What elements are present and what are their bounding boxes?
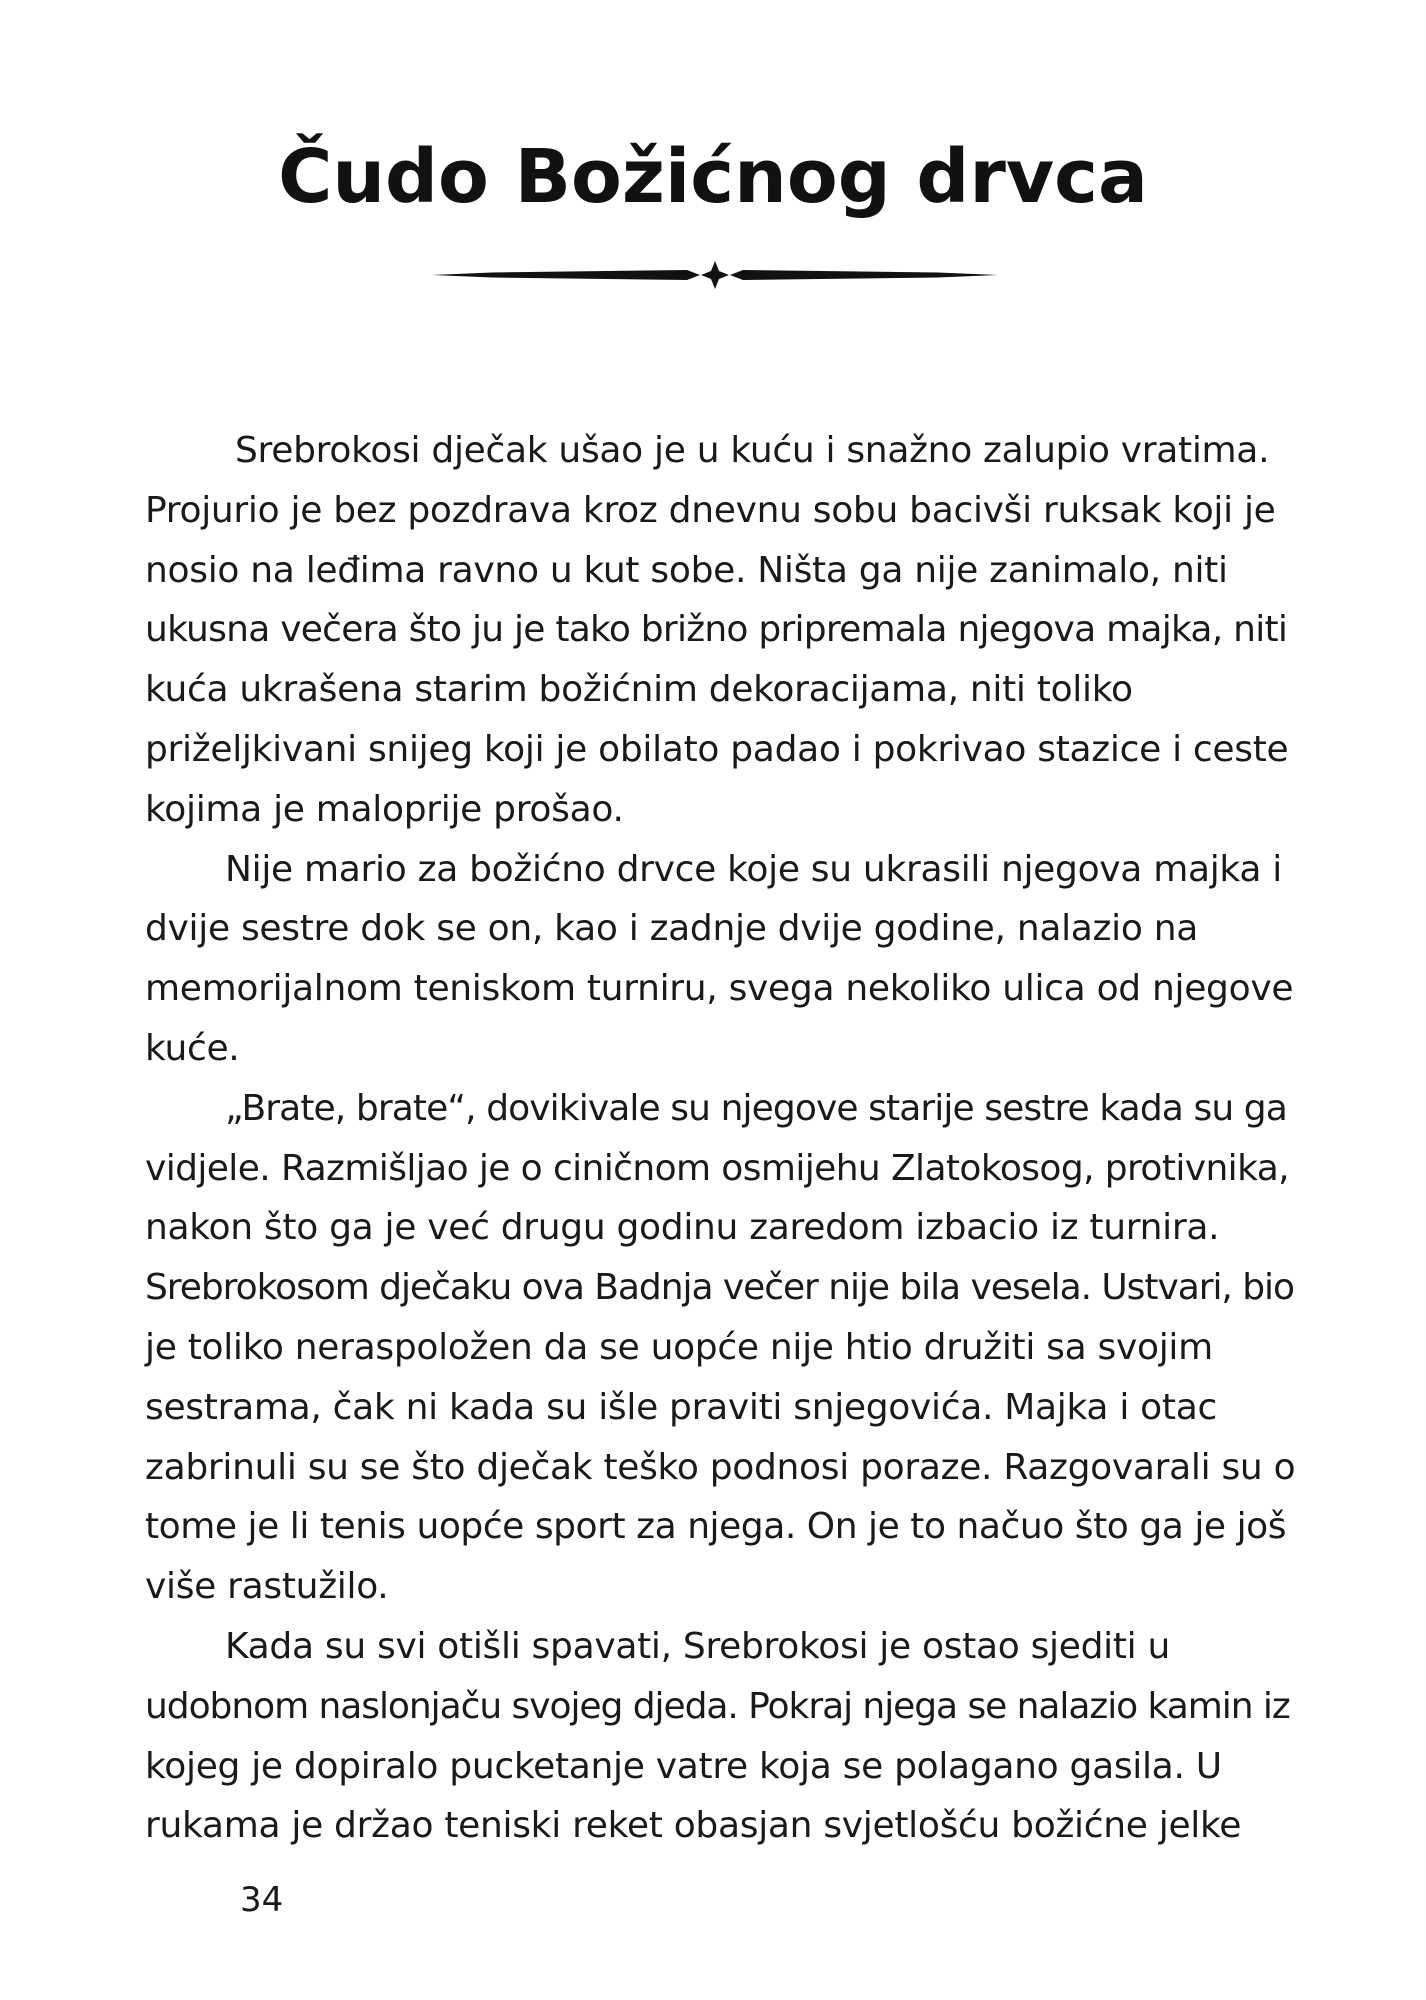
text-line: priželjkivani snijeg koji je obilato padao i pokrivao stazice i ceste (145, 728, 1289, 770)
text-line: Srebrokosom dječaku ova Badnja večer nije bila vesela. Ustvari, bio (145, 1267, 1294, 1309)
text-line: tome je li tenis uopće sport za njega. On je to načuo što ga je još (145, 1506, 1287, 1548)
text-line: kuće. (145, 1027, 240, 1069)
text-line: je toliko neraspoložen da se uopće nije htio družiti sa svojim (145, 1326, 1213, 1368)
diamond-divider-icon (432, 258, 998, 292)
paragraph-3 (145, 1079, 1295, 1617)
page-number: 34 (240, 1880, 284, 1920)
text-line: kojeg je dopiralo pucketanje vatre koja se polagano gasila. U (145, 1745, 1222, 1787)
text-line: sestrama, čak ni kada su išle praviti snjegovića. Majka i otac (145, 1386, 1217, 1428)
text-line: dvije sestre dok se on, kao i zadnje dvije godine, nalazio na (145, 908, 1198, 950)
paragraph-4 (145, 1617, 1295, 1856)
text-line: zabrinuli su se što dječak teško podnosi poraze. Razgovarali su o (145, 1446, 1296, 1488)
text-line: „Brate, brate“, dovikivale su njegove starije sestre kada su ga (225, 1087, 1287, 1129)
text-line: nakon što ga je već drugu godinu zaredom izbacio iz turnira. (145, 1207, 1220, 1249)
text-line: udobnom naslonjaču svojeg djeda. Pokraj njega se nalazio kamin iz (145, 1685, 1290, 1727)
text-line: Nije mario za božićno drvce koje su ukrasili njegova majka i (225, 848, 1282, 890)
text-line: Projurio je bez pozdrava kroz dnevnu sobu bacivši ruksak koji je (145, 489, 1276, 531)
paragraph-2 (145, 840, 1295, 1079)
chapter-title: Čudo Božićnog drvca (278, 134, 1148, 220)
text-line: Srebrokosi dječak ušao je u kuću i snažno zalupio vratima. (235, 430, 1270, 471)
text-line: memorijalnom teniskom turniru, svega nekoliko ulica od njegove (145, 968, 1294, 1010)
text-line: kuća ukrašena starim božićnim dekoracijama, niti toliko (145, 669, 1133, 711)
chapter-body (145, 421, 1295, 1856)
text-line: više rastužilo. (145, 1566, 389, 1608)
text-line: vidjele. Razmišljao je o ciničnom osmijehu Zlatokosog, protivnika, (145, 1147, 1290, 1189)
text-line: rukama je držao teniski reket obasjan svjetlošću božićne jelke (145, 1805, 1242, 1847)
text-line: kojima je maloprije prošao. (145, 788, 624, 830)
text-line: Kada su svi otišli spavati, Srebrokosi je ostao sjediti u (225, 1625, 1171, 1667)
text-line: ukusna večera što ju je tako brižno pripremala njegova majka, niti (145, 609, 1288, 651)
paragraph-1 (145, 421, 1295, 840)
text-line: nosio na leđima ravno u kut sobe. Ništa ga nije zanimalo, niti (145, 549, 1228, 591)
